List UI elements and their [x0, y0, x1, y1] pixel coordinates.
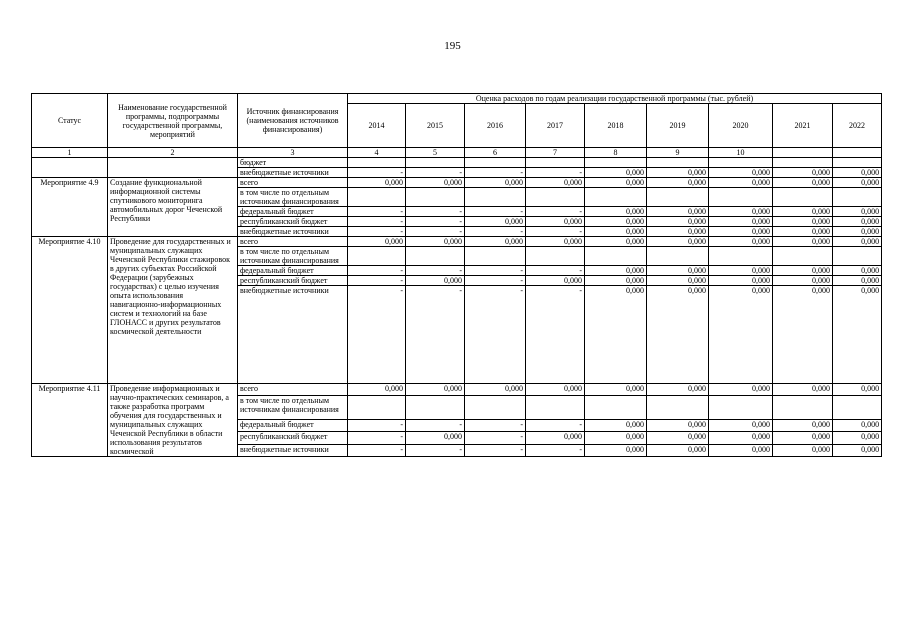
status-cell: Мероприятие 4.10	[32, 237, 108, 384]
value-cell: 0,000	[833, 237, 882, 247]
value-cell: 0,000	[833, 276, 882, 286]
value-cell: -	[348, 168, 406, 178]
value-cell: 0,000	[833, 207, 882, 217]
value-cell: 0,000	[833, 168, 882, 178]
source-cell: в том числе по отдельным источникам финансирования	[238, 396, 348, 420]
value-cell: 0,000	[465, 237, 526, 247]
value-cell: 0,000	[773, 384, 833, 396]
value-cell: 0,000	[647, 444, 709, 456]
column-number: 3	[238, 148, 348, 158]
value-cell: 0,000	[709, 444, 773, 456]
value-cell: -	[406, 227, 465, 237]
value-cell: -	[348, 444, 406, 456]
value-cell: 0,000	[773, 207, 833, 217]
column-number: 7	[526, 148, 585, 158]
value-cell	[348, 247, 406, 266]
value-cell: 0,000	[833, 444, 882, 456]
value-cell	[526, 396, 585, 420]
value-cell: 0,000	[526, 178, 585, 188]
value-cell: 0,000	[465, 178, 526, 188]
source-cell: внебюджетные источники	[238, 444, 348, 456]
value-cell: 0,000	[833, 384, 882, 396]
value-cell	[585, 396, 647, 420]
header-year: 2014	[348, 104, 406, 148]
column-number: 6	[465, 148, 526, 158]
value-cell: -	[348, 227, 406, 237]
source-cell: всего	[238, 384, 348, 396]
value-cell: 0,000	[709, 266, 773, 276]
source-cell: республиканский бюджет	[238, 217, 348, 227]
value-cell: -	[406, 419, 465, 431]
value-cell: 0,000	[833, 286, 882, 384]
expenditure-table	[31, 93, 882, 457]
value-cell: 0,000	[709, 276, 773, 286]
value-cell: 0,000	[833, 419, 882, 431]
value-cell: 0,000	[585, 432, 647, 444]
source-cell: внебюджетные источники	[238, 227, 348, 237]
value-cell	[526, 158, 585, 168]
value-cell: -	[406, 217, 465, 227]
value-cell: -	[526, 227, 585, 237]
table-row	[32, 178, 882, 188]
value-cell: 0,000	[526, 276, 585, 286]
source-cell: федеральный бюджет	[238, 207, 348, 217]
value-cell: -	[348, 419, 406, 431]
source-cell: в том числе по отдельным источникам финансирования	[238, 188, 348, 207]
value-cell	[709, 188, 773, 207]
value-cell: -	[526, 419, 585, 431]
name-cell	[108, 158, 238, 178]
value-cell: -	[465, 266, 526, 276]
value-cell: 0,000	[348, 178, 406, 188]
value-cell	[833, 158, 882, 168]
value-cell: 0,000	[773, 276, 833, 286]
value-cell: 0,000	[773, 432, 833, 444]
value-cell: -	[465, 419, 526, 431]
column-number: 10	[709, 148, 773, 158]
header-source: Источник финансирования (наименования источников финансирования)	[238, 94, 348, 148]
value-cell: 0,000	[585, 227, 647, 237]
value-cell: 0,000	[773, 217, 833, 227]
value-cell: 0,000	[647, 207, 709, 217]
value-cell: 0,000	[833, 178, 882, 188]
value-cell: 0,000	[585, 217, 647, 227]
value-cell	[406, 396, 465, 420]
value-cell: 0,000	[526, 432, 585, 444]
status-cell	[32, 158, 108, 178]
value-cell: 0,000	[773, 227, 833, 237]
value-cell: 0,000	[647, 266, 709, 276]
value-cell: 0,000	[647, 217, 709, 227]
value-cell	[465, 247, 526, 266]
column-number: 1	[32, 148, 108, 158]
value-cell: -	[406, 207, 465, 217]
value-cell: 0,000	[585, 178, 647, 188]
column-number	[833, 148, 882, 158]
value-cell	[585, 247, 647, 266]
source-cell: федеральный бюджет	[238, 419, 348, 431]
value-cell: 0,000	[465, 384, 526, 396]
value-cell: 0,000	[709, 207, 773, 217]
value-cell: 0,000	[709, 237, 773, 247]
value-cell: 0,000	[526, 237, 585, 247]
value-cell: 0,000	[585, 444, 647, 456]
value-cell: -	[406, 168, 465, 178]
value-cell: 0,000	[647, 168, 709, 178]
value-cell	[709, 247, 773, 266]
value-cell: -	[406, 444, 465, 456]
value-cell: 0,000	[773, 237, 833, 247]
source-cell: республиканский бюджет	[238, 432, 348, 444]
value-cell	[465, 158, 526, 168]
value-cell: 0,000	[585, 266, 647, 276]
name-cell: Проведение информационных и научно-практических семинаров, а также разработка программ обучения для государственных и муниципальных служащих Чеченской Республики в области использования результатов космической	[108, 384, 238, 457]
value-cell: 0,000	[773, 178, 833, 188]
value-cell	[647, 158, 709, 168]
source-cell: бюджет	[238, 158, 348, 168]
header-year: 2019	[647, 104, 709, 148]
header-year: 2015	[406, 104, 465, 148]
value-cell	[406, 247, 465, 266]
value-cell: 0,000	[709, 168, 773, 178]
value-cell	[406, 158, 465, 168]
value-cell	[348, 158, 406, 168]
header-year: 2018	[585, 104, 647, 148]
source-cell: республиканский бюджет	[238, 276, 348, 286]
value-cell: 0,000	[773, 419, 833, 431]
header-year: 2017	[526, 104, 585, 148]
column-number: 5	[406, 148, 465, 158]
value-cell	[348, 188, 406, 207]
value-cell: 0,000	[709, 286, 773, 384]
value-cell: 0,000	[833, 217, 882, 227]
value-cell	[465, 396, 526, 420]
value-cell: 0,000	[526, 217, 585, 227]
value-cell: -	[348, 286, 406, 384]
value-cell: 0,000	[348, 237, 406, 247]
value-cell: -	[526, 207, 585, 217]
value-cell: -	[465, 432, 526, 444]
value-cell: 0,000	[585, 237, 647, 247]
value-cell	[773, 158, 833, 168]
value-cell	[585, 188, 647, 207]
column-number: 2	[108, 148, 238, 158]
value-cell	[773, 247, 833, 266]
value-cell: 0,000	[833, 266, 882, 276]
value-cell: 0,000	[709, 227, 773, 237]
value-cell: -	[465, 276, 526, 286]
value-cell: -	[348, 432, 406, 444]
value-cell	[647, 247, 709, 266]
value-cell: 0,000	[647, 227, 709, 237]
value-cell: -	[406, 266, 465, 276]
value-cell: 0,000	[709, 178, 773, 188]
value-cell: 0,000	[647, 419, 709, 431]
value-cell: 0,000	[833, 227, 882, 237]
value-cell: 0,000	[773, 444, 833, 456]
value-cell: 0,000	[406, 178, 465, 188]
value-cell	[526, 247, 585, 266]
status-cell: Мероприятие 4.11	[32, 384, 108, 457]
value-cell	[833, 188, 882, 207]
value-cell: 0,000	[709, 217, 773, 227]
value-cell: 0,000	[773, 286, 833, 384]
table-row	[32, 158, 882, 168]
column-number: 4	[348, 148, 406, 158]
header-year: 2021	[773, 104, 833, 148]
header-year: 2020	[709, 104, 773, 148]
value-cell: 0,000	[465, 217, 526, 227]
header-estimate: Оценка расходов по годам реализации государственной программы (тыс. рублей)	[348, 94, 882, 104]
table-row	[32, 237, 882, 247]
value-cell: 0,000	[647, 286, 709, 384]
value-cell: 0,000	[773, 266, 833, 276]
column-number: 8	[585, 148, 647, 158]
header-year: 2016	[465, 104, 526, 148]
value-cell: -	[348, 217, 406, 227]
column-number	[773, 148, 833, 158]
status-cell: Мероприятие 4.9	[32, 178, 108, 237]
value-cell: -	[526, 286, 585, 384]
header-status: Статус	[32, 94, 108, 148]
source-cell: внебюджетные источники	[238, 286, 348, 384]
value-cell: 0,000	[585, 207, 647, 217]
value-cell: 0,000	[406, 237, 465, 247]
value-cell	[406, 188, 465, 207]
value-cell: -	[348, 207, 406, 217]
value-cell: 0,000	[406, 276, 465, 286]
value-cell	[833, 247, 882, 266]
value-cell: 0,000	[709, 419, 773, 431]
value-cell: 0,000	[585, 384, 647, 396]
value-cell: 0,000	[348, 384, 406, 396]
value-cell: 0,000	[406, 432, 465, 444]
value-cell	[833, 396, 882, 420]
value-cell	[526, 188, 585, 207]
value-cell: 0,000	[773, 168, 833, 178]
value-cell: -	[526, 266, 585, 276]
value-cell: -	[465, 168, 526, 178]
value-cell: 0,000	[647, 276, 709, 286]
value-cell	[348, 396, 406, 420]
table-row	[32, 384, 882, 396]
source-cell: всего	[238, 237, 348, 247]
value-cell: 0,000	[647, 432, 709, 444]
value-cell: -	[465, 207, 526, 217]
value-cell: -	[465, 444, 526, 456]
value-cell	[465, 188, 526, 207]
source-cell: всего	[238, 178, 348, 188]
value-cell: 0,000	[585, 276, 647, 286]
value-cell: 0,000	[585, 419, 647, 431]
value-cell: 0,000	[709, 432, 773, 444]
value-cell: -	[465, 286, 526, 384]
value-cell	[647, 396, 709, 420]
value-cell: 0,000	[585, 286, 647, 384]
value-cell	[585, 158, 647, 168]
value-cell: 0,000	[526, 384, 585, 396]
value-cell: -	[465, 227, 526, 237]
value-cell: 0,000	[647, 237, 709, 247]
header-year: 2022	[833, 104, 882, 148]
source-cell: внебюджетные источники	[238, 168, 348, 178]
value-cell: 0,000	[406, 384, 465, 396]
value-cell: -	[348, 276, 406, 286]
value-cell: -	[348, 266, 406, 276]
value-cell	[709, 158, 773, 168]
value-cell	[647, 188, 709, 207]
source-cell: в том числе по отдельным источникам финансирования	[238, 247, 348, 266]
name-cell: Создание функциональной информационной системы спутникового мониторинга автомобильных дорог Чеченской Республики	[108, 178, 238, 237]
value-cell: 0,000	[585, 168, 647, 178]
header-name: Наименование государственной программы, подпрограммы государственной программы, мероприятий	[108, 94, 238, 148]
value-cell	[773, 188, 833, 207]
value-cell: -	[526, 168, 585, 178]
value-cell: 0,000	[647, 178, 709, 188]
name-cell: Проведение для государственных и муниципальных служащих Чеченской Республики стажировок в других субъектах Российской Федерации (зарубежных государствах) с целью изучения опыта использования навигационно-информационных систем и технологий на базе ГЛОНАСС и других результатов космической деятельности	[108, 237, 238, 384]
column-number: 9	[647, 148, 709, 158]
value-cell: -	[406, 286, 465, 384]
value-cell: 0,000	[709, 384, 773, 396]
value-cell: 0,000	[833, 432, 882, 444]
value-cell	[709, 396, 773, 420]
value-cell	[773, 396, 833, 420]
value-cell: 0,000	[647, 384, 709, 396]
page-number: 195	[444, 40, 461, 52]
value-cell: -	[526, 444, 585, 456]
source-cell: федеральный бюджет	[238, 266, 348, 276]
